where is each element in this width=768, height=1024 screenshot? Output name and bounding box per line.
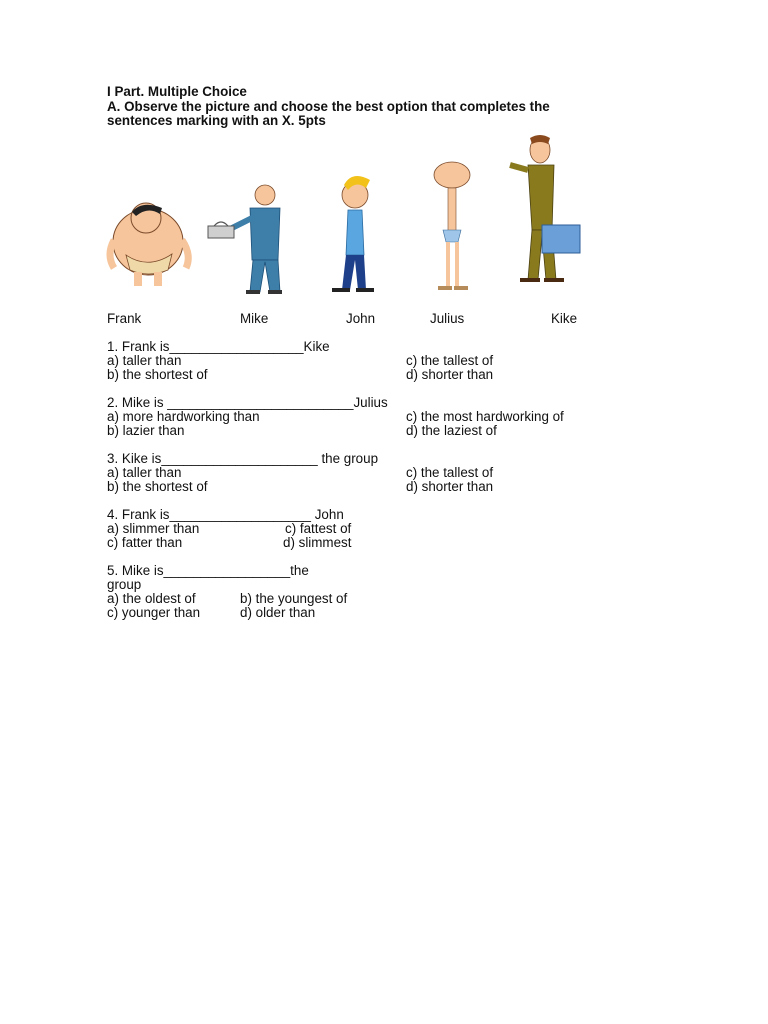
frank-figure bbox=[110, 203, 188, 286]
question-2-option-d[interactable]: d) the laziest of bbox=[406, 423, 497, 438]
kike-figure bbox=[510, 135, 580, 282]
question-4-stem: 4. Frank is___________________ John bbox=[107, 507, 344, 522]
question-3-option-b[interactable]: b) the shortest of bbox=[107, 479, 208, 494]
question-2-option-b[interactable]: b) lazier than bbox=[107, 423, 185, 438]
question-1-option-d[interactable]: d) shorter than bbox=[406, 367, 494, 382]
mike-figure bbox=[208, 185, 282, 294]
character-name-frank: Frank bbox=[107, 311, 142, 326]
character-name-john: John bbox=[346, 311, 376, 326]
question-3-option-c[interactable]: c) the tallest of bbox=[406, 465, 494, 480]
question-2-option-a[interactable]: a) more hardworking than bbox=[107, 409, 260, 424]
instruction-line-2: sentences marking with an X. 5pts bbox=[107, 113, 326, 128]
question-5-stem: 5. Mike is_________________the bbox=[107, 563, 309, 578]
part-title: I Part. Multiple Choice bbox=[107, 84, 247, 99]
question-5-option-c[interactable]: c) younger than bbox=[107, 605, 201, 620]
question-3-option-a[interactable]: a) taller than bbox=[107, 465, 182, 480]
question-4-option-c-fatter[interactable]: c) fatter than bbox=[107, 535, 183, 550]
question-2-option-c[interactable]: c) the most hardworking of bbox=[406, 409, 564, 424]
instruction-line-1: A. Observe the picture and choose the best option that completes the bbox=[107, 99, 550, 114]
question-1-option-b[interactable]: b) the shortest of bbox=[107, 367, 208, 382]
question-2-stem: 2. Mike is _________________________Julius bbox=[107, 395, 388, 410]
question-5-option-b[interactable]: b) the youngest of bbox=[240, 591, 348, 606]
question-5-stem-cont: group bbox=[107, 577, 142, 592]
question-1-option-c[interactable]: c) the tallest of bbox=[406, 353, 494, 368]
julius-figure bbox=[434, 162, 470, 290]
question-1-option-a[interactable]: a) taller than bbox=[107, 353, 182, 368]
question-5-option-d[interactable]: d) older than bbox=[240, 605, 316, 620]
characters-illustration bbox=[100, 130, 600, 315]
question-3-stem: 3. Kike is_____________________ the group bbox=[107, 451, 379, 466]
character-name-kike: Kike bbox=[551, 311, 578, 326]
question-3-option-d[interactable]: d) shorter than bbox=[406, 479, 494, 494]
question-5-option-a[interactable]: a) the oldest of bbox=[107, 591, 196, 606]
question-4-option-a[interactable]: a) slimmer than bbox=[107, 521, 200, 536]
question-1-stem: 1. Frank is__________________Kike bbox=[107, 339, 330, 354]
question-4-option-d[interactable]: d) slimmest bbox=[283, 535, 352, 550]
character-name-mike: Mike bbox=[240, 311, 269, 326]
question-4-option-c[interactable]: c) fattest of bbox=[285, 521, 352, 536]
character-name-julius: Julius bbox=[430, 311, 465, 326]
john-figure bbox=[332, 176, 374, 292]
